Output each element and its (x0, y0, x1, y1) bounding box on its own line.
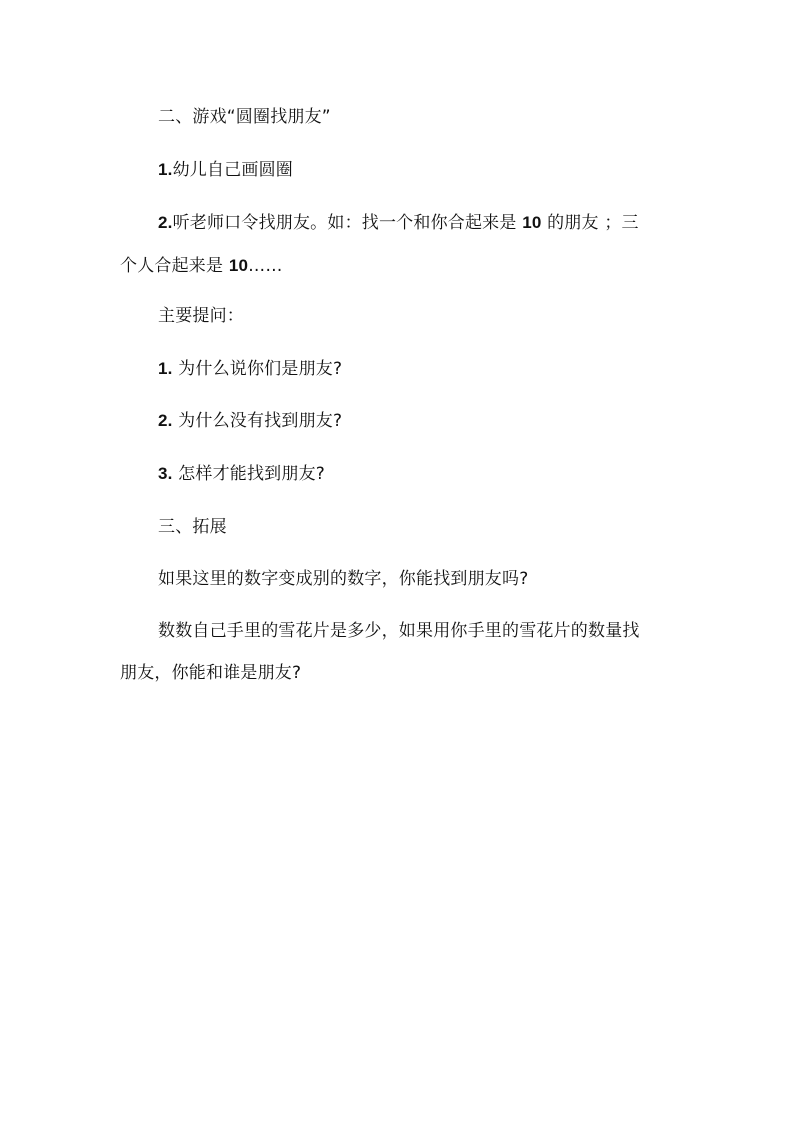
step-2-text-a: 听老师口令找朋友。如：找一个和你合起来是 (172, 213, 517, 233)
question-text: 怎样才能找到朋友? (172, 464, 326, 484)
step-1-number: 1. (158, 160, 173, 179)
extension-paragraph-2-line-1: 数数自己手里的雪花片是多少，如果用你手里的雪花片的数量找 (158, 621, 640, 641)
step-1-paragraph (158, 157, 293, 183)
step-1-text: 幼儿自己画圆圈 (172, 160, 293, 180)
question-item (158, 408, 342, 434)
step-2-ellipsis: …… (248, 256, 283, 276)
extension-paragraph-2-line-2: 朋友，你能和谁是朋友? (120, 663, 302, 683)
section-two-heading: 二、游戏“圆圈找朋友” (158, 107, 331, 127)
section-three-heading: 三、拓展 (158, 517, 227, 537)
step-2-text-c: 个人合起来是 (120, 256, 224, 276)
step-2-paragraph-line-2 (120, 253, 283, 279)
question-number: 1. (158, 359, 173, 378)
step-2-value-a: 10 (522, 213, 542, 232)
step-2-paragraph-line-1 (158, 210, 639, 236)
question-text: 为什么说你们是朋友? (172, 359, 343, 379)
question-text: 为什么没有找到朋友? (172, 411, 343, 431)
questions-label: 主要提问： (158, 306, 244, 326)
question-item (158, 461, 325, 487)
step-2-number: 2. (158, 213, 173, 232)
question-number: 2. (158, 411, 173, 430)
extension-paragraph-1: 如果这里的数字变成别的数字，你能找到朋友吗? (158, 569, 529, 589)
question-item (158, 356, 342, 382)
step-2-text-b: 的朋友 ；三 (547, 213, 639, 233)
step-2-value-b: 10 (228, 256, 249, 275)
question-number: 3. (158, 464, 173, 483)
